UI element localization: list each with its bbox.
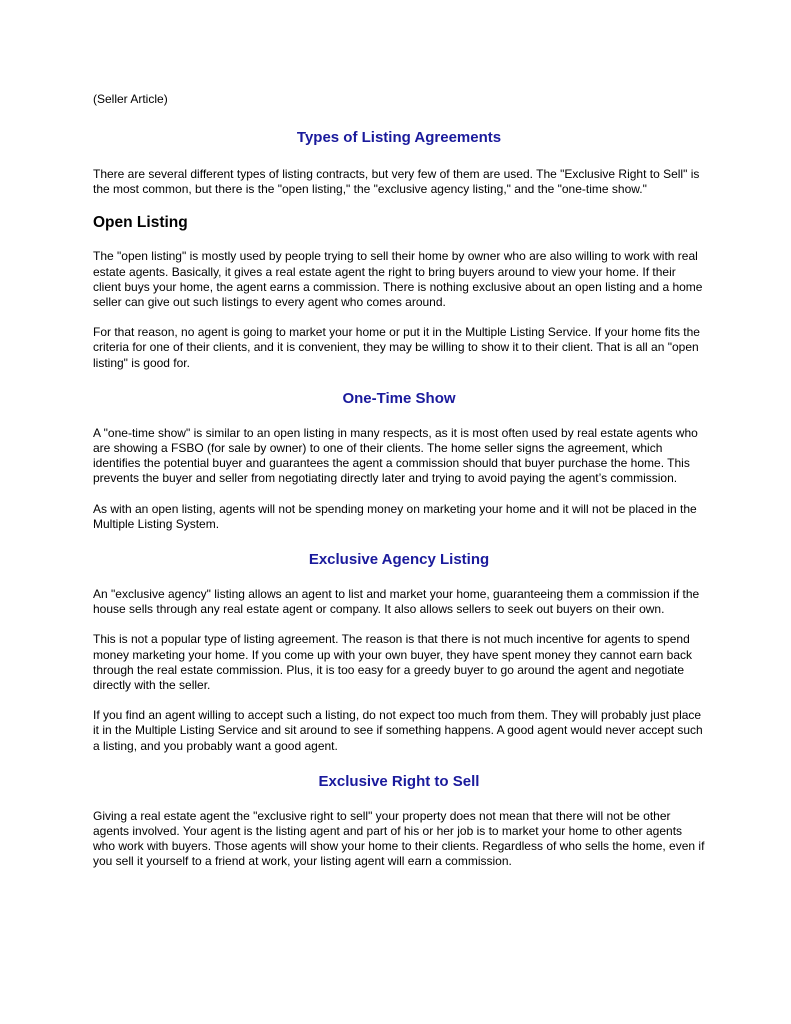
- section-paragraph: Giving a real estate agent the "exclusive right to sell" your property does not mean that there will not be other agents involved. Your agent is the listing agent and part of his or her job is to market your home to other agents who work with buyers. Those agents will show your home to their clients. Regardless of who sells the home, even if you sell it yourself to a friend at work, your listing agent will earn a commission.: [93, 808, 705, 869]
- section-paragraph: This is not a popular type of listing agreement. The reason is that there is not much incentive for agents to spend money marketing your home. If you come up with your own buyer, they have spent money they cannot earn back through the real estate commission. Plus, it is too easy for a greedy buyer to go around the agent and negotiate directly with the seller.: [93, 632, 692, 693]
- article-label: (Seller Article): [93, 92, 168, 106]
- section-paragraph: A "one-time show" is similar to an open listing in many respects, as it is most often used by real estate agents who are showing a FSBO (for sale by owner) to one of their clients. The home seller signs the agreement, which identifies the potential buyer and guarantees the agent a commission should that buyer purchase the home. This prevents the buyer and seller from negotiating directly later and trying to avoid paying the agent’s commission.: [93, 425, 698, 486]
- section-exclusive-right-to-sell: [93, 773, 705, 870]
- section-paragraph: An "exclusive agency" listing allows an agent to list and market your home, guaranteeing them a commission if the house sells through any real estate agent or company. It also allows sellers to seek out buyers on their own.: [93, 587, 700, 617]
- document-page: [93, 92, 705, 885]
- section-heading-open-listing: Open Listing: [93, 214, 188, 232]
- page-title: Types of Listing Agreements: [296, 129, 502, 146]
- section-heading-exclusive-right-to-sell: Exclusive Right to Sell: [318, 772, 480, 790]
- section-open-listing: [93, 214, 705, 370]
- section-heading-one-time-show: One-Time Show: [342, 389, 456, 407]
- section-paragraph: For that reason, no agent is going to market your home or put it in the Multiple Listing Service. If your home fits the criteria for one of their clients, and it is convenient, they may be willing to show it to their client. That is all an "open listing" is good for.: [93, 325, 700, 370]
- section-heading-exclusive-agency-listing: Exclusive Agency Listing: [308, 551, 490, 569]
- section-exclusive-agency-listing: [93, 551, 705, 754]
- intro-paragraph: There are several different types of listing contracts, but very few of them are used. The "Exclusive Right to Sell" is the most common, but there is the "open listing," the "exclusive agency listing," and the "one-time show.": [93, 167, 700, 197]
- section-paragraph: If you find an agent willing to accept such a listing, do not expect too much from them. They will probably just place it in the Multiple Listing Service and sit around to see if something happens. A good agent would never accept such a listing, and you probably want a good agent.: [93, 708, 703, 753]
- section-paragraph: As with an open listing, agents will not be spending money on marketing your home and it will not be placed in the Multiple Listing System.: [93, 501, 697, 531]
- section-paragraph: The "open listing" is mostly used by people trying to sell their home by owner who are also willing to work with real estate agents. Basically, it gives a real estate agent the right to bring buyers around to view your home. If their client buys your home, the agent earns a commission. There is nothing exclusive about an open listing and a home seller can give out such listings to every agent who comes around.: [93, 249, 703, 310]
- section-one-time-show: [93, 390, 705, 532]
